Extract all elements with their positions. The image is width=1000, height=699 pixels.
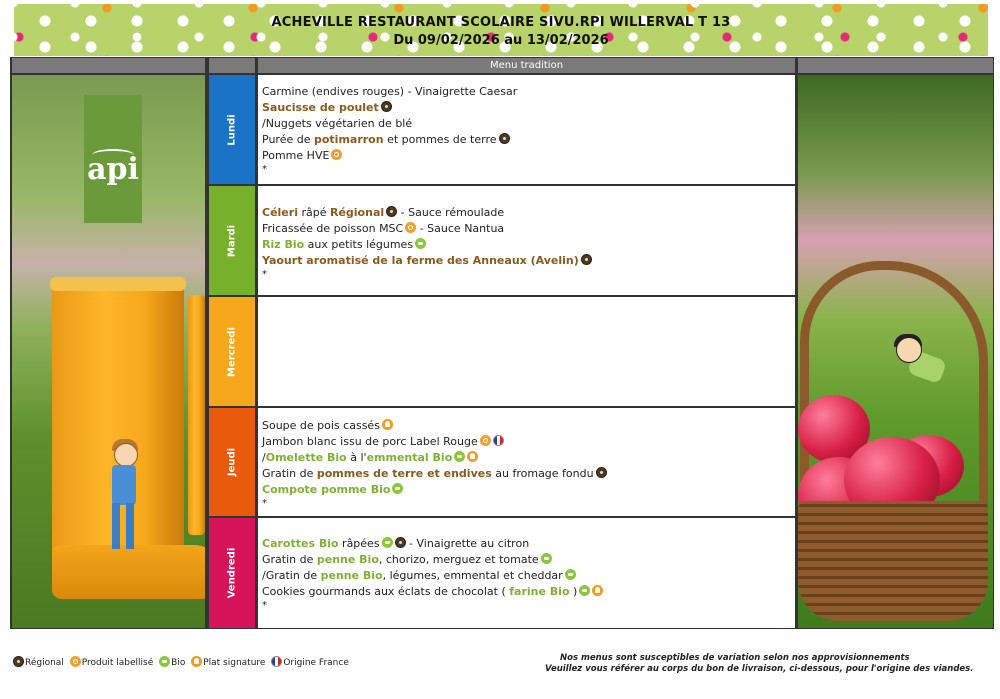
page-title: ACHEVILLE RESTAURANT SCOLAIRE SIVU.RPI WILLERVAL T 13 xyxy=(271,15,731,30)
legend-label: Régional xyxy=(25,658,64,668)
menu-cell-vendredi xyxy=(258,518,795,628)
header-day-cell xyxy=(209,58,255,73)
dish-text: Gratin de xyxy=(262,467,317,480)
menu-item xyxy=(262,205,795,221)
day-label-lundi xyxy=(209,75,255,184)
dish-text: Carottes Bio xyxy=(262,537,339,550)
menu-item xyxy=(262,253,795,269)
legend-item-origine xyxy=(271,658,349,668)
dish-text: pommes de terre et endives xyxy=(316,467,492,480)
bio-icon xyxy=(541,553,552,564)
kid-leg xyxy=(112,503,120,549)
logo-text: api xyxy=(87,152,139,187)
note-variation: Nos menus sont susceptibles de variation selon nos approvisionnements xyxy=(560,653,910,663)
boot-back xyxy=(188,295,205,535)
signature-icon xyxy=(382,419,393,430)
menu-item xyxy=(262,482,795,498)
menu-item xyxy=(262,148,795,164)
header-right-cell xyxy=(798,58,993,73)
menu-item xyxy=(262,418,795,434)
labellise-icon xyxy=(480,435,491,446)
menu-footnote: * xyxy=(262,600,267,611)
labellise-icon xyxy=(331,149,342,160)
dish-text: penne Bio xyxy=(316,553,379,566)
menu-footnote: * xyxy=(262,164,267,175)
kid-illustration-left xyxy=(104,443,144,553)
dish-text: emmental Bio xyxy=(366,451,453,464)
day-label-vendredi xyxy=(209,518,255,628)
menu-column-header: Menu tradition xyxy=(258,58,795,73)
dish-text: Carmine (endives rouges) - Vinaigrette Caesar xyxy=(262,85,518,98)
dish-text: râpé xyxy=(297,206,330,219)
labellise-icon xyxy=(70,656,81,667)
menu-footnote: * xyxy=(262,498,267,509)
dish-text: , chorizo, merguez et tomate xyxy=(378,553,539,566)
regional-icon xyxy=(499,133,510,144)
legend-label: Produit labellisé xyxy=(81,658,154,668)
bio-icon xyxy=(159,656,170,667)
boot-foot xyxy=(52,545,205,599)
dish-text: Saucisse de poulet xyxy=(262,101,379,114)
bio-icon xyxy=(382,537,393,548)
signature-icon xyxy=(592,585,603,596)
header-banner xyxy=(14,4,988,56)
kid-leg xyxy=(126,503,134,549)
legend-label: Plat signature xyxy=(203,658,266,668)
dish-text: - Sauce rémoulade xyxy=(397,206,505,219)
menu-item xyxy=(262,466,795,482)
menu-item xyxy=(262,568,795,584)
boot-rim xyxy=(50,277,186,291)
dish-text: Céleri xyxy=(262,206,298,219)
bio-icon xyxy=(415,238,426,249)
dish-text: Omelette Bio xyxy=(265,451,347,464)
left-photo-boots xyxy=(12,75,205,628)
france-flag-icon xyxy=(271,656,282,667)
dish-text: Pomme HVE xyxy=(262,149,330,162)
regional-icon xyxy=(581,254,592,265)
menu-item xyxy=(262,434,795,450)
menu-cell-mardi xyxy=(258,186,795,295)
dish-text: à l' xyxy=(346,451,367,464)
dish-text: penne Bio xyxy=(320,569,383,582)
menu-item xyxy=(262,237,795,253)
dish-text: Régional xyxy=(329,206,385,219)
day-label-text: Mardi xyxy=(226,224,238,257)
dish-text: Cookies gourmands aux éclats de chocolat ( xyxy=(262,585,510,598)
menu-footnote: * xyxy=(262,269,267,280)
menu-cell-lundi xyxy=(258,75,795,184)
day-label-text: Vendredi xyxy=(226,547,238,599)
dish-text: ) xyxy=(569,585,578,598)
menu-item xyxy=(262,84,795,100)
menu-cell-jeudi xyxy=(258,408,795,516)
regional-icon xyxy=(13,656,24,667)
dish-text: râpées xyxy=(338,537,380,550)
bio-icon xyxy=(392,483,403,494)
legend xyxy=(13,656,352,668)
bio-icon xyxy=(579,585,590,596)
menu-item xyxy=(262,584,795,600)
menu-item xyxy=(262,536,795,552)
dish-text: /Gratin de xyxy=(262,569,321,582)
legend-item-bio xyxy=(159,658,185,668)
menu-item xyxy=(262,552,795,568)
day-label-text: Jeudi xyxy=(226,447,238,477)
legend-label: Bio xyxy=(171,658,186,668)
dish-text: au fromage fondu xyxy=(491,467,594,480)
menu-item xyxy=(262,100,795,116)
dish-text: potimarron xyxy=(313,133,384,146)
legend-item-labellise xyxy=(70,658,154,668)
day-label-mercredi xyxy=(209,297,255,406)
dish-text: - Vinaigrette au citron xyxy=(405,537,530,550)
menu-item xyxy=(262,132,795,148)
kid-head xyxy=(114,443,138,467)
legend-item-regional xyxy=(13,658,64,668)
dish-text: - Sauce Nantua xyxy=(416,222,505,235)
dish-text: Riz Bio xyxy=(262,238,305,251)
menu-item xyxy=(262,116,795,132)
france-flag-icon xyxy=(493,435,504,446)
dish-text: et pommes de terre xyxy=(383,133,497,146)
dish-text: farine Bio xyxy=(509,585,570,598)
legend-label: Origine France xyxy=(283,658,349,668)
signature-icon xyxy=(191,656,202,667)
basket xyxy=(798,501,988,621)
menu-item xyxy=(262,221,795,237)
api-logo xyxy=(84,95,142,223)
dish-text: Compote pomme Bio xyxy=(262,483,391,496)
dish-text: Jambon blanc issu de porc Label Rouge xyxy=(262,435,478,448)
day-label-jeudi xyxy=(209,408,255,516)
bio-icon xyxy=(565,569,576,580)
date-range: Du 09/02/2026 au 13/02/2026 xyxy=(393,33,609,48)
dish-text: / xyxy=(262,451,266,464)
note-origine-viandes: Veuillez vous référer au corps du bon de livraison, ci-dessous, pour l'origine des viandes. xyxy=(545,664,974,674)
kid-head xyxy=(896,337,922,363)
regional-icon xyxy=(395,537,406,548)
regional-icon xyxy=(386,206,397,217)
dish-text: Soupe de pois cassés xyxy=(262,419,380,432)
labellise-icon xyxy=(405,222,416,233)
dish-text: , légumes, emmental et cheddar xyxy=(382,569,563,582)
day-label-text: Mercredi xyxy=(226,326,238,377)
dish-text: Fricassée de poisson MSC xyxy=(262,222,404,235)
menu-cell-mercredi xyxy=(258,297,795,406)
kid-illustration-right xyxy=(896,337,948,395)
signature-icon xyxy=(467,451,478,462)
header-left-cell xyxy=(12,58,205,73)
kid-body xyxy=(112,465,136,505)
logo-swoosh xyxy=(92,149,134,161)
regional-icon xyxy=(381,101,392,112)
bio-icon xyxy=(454,451,465,462)
dish-text: aux petits légumes xyxy=(304,238,414,251)
menu-item xyxy=(262,450,795,466)
dish-text: Gratin de xyxy=(262,553,317,566)
day-label-text: Lundi xyxy=(226,113,238,146)
right-photo-apples xyxy=(798,75,993,628)
day-label-mardi xyxy=(209,186,255,295)
dish-text: /Nuggets végétarien de blé xyxy=(262,117,413,130)
dish-text: Purée de xyxy=(262,133,314,146)
dish-text: Yaourt aromatisé de la ferme des Anneaux (Avelin) xyxy=(262,254,579,267)
regional-icon xyxy=(596,467,607,478)
legend-item-signature xyxy=(191,658,265,668)
